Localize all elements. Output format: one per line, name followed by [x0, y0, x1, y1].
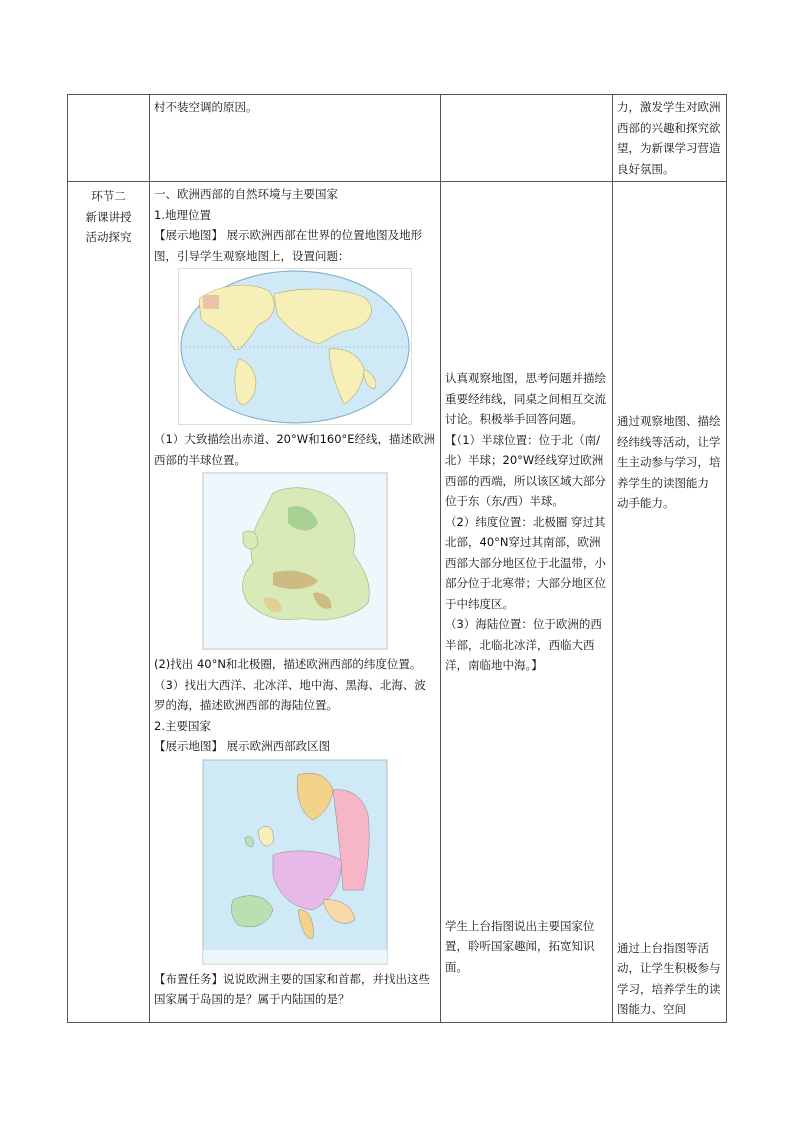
- spacer: [617, 184, 722, 411]
- stage-line: 环节二: [91, 189, 126, 203]
- subsection-title: 2.主要国家: [154, 718, 211, 733]
- design-intent-cell: [613, 182, 727, 1023]
- stage-cell-empty: [68, 95, 150, 182]
- student-activity-text: 【（1）半球位置：位于北（南/北）半球；20°W经线穿过欧洲西部的西端，所以该区域大部分位于东（东/西）半球。: [445, 432, 606, 508]
- content-text: 村不装空调的原因。: [154, 100, 258, 114]
- design-intent-text: 通过观察地图、描绘经纬线等活动，让学生主动参与学习，培养学生的读图能力 动手能力。: [617, 414, 721, 510]
- student-activity-text: 认真观察地图，思考问题并描绘重要经纬线，同桌之间相互交流讨论。积极举手回答问题。: [445, 371, 606, 426]
- stage-line: 新课讲授: [85, 209, 132, 224]
- spacer: [445, 184, 608, 368]
- show-map-instruction: 【展示地图】 展示欧洲西部在世界的位置地图及地形图，引导学生观察地图上，设置问题：: [154, 228, 423, 263]
- show-map-instruction: 【展示地图】 展示欧洲西部政区图: [154, 739, 331, 753]
- student-activity-text: 学生上台指图说出主要国家位置，聆听国家趣闻，拓宽知识面。: [445, 918, 595, 974]
- design-intent-text: 力，激发学生对欧洲西部的兴趣和探究欲望，为新课学习营造良好氛围。: [617, 100, 721, 176]
- spacer: [617, 514, 722, 938]
- question-3: （3）找出大西洋、北冰洋、地中海、黑海、北海、波罗的海，描述欧洲西部的海陆位置。: [154, 677, 426, 712]
- question-2: (2)找出 40°N和北极圈，描述欧洲西部的纬度位置。: [154, 657, 422, 671]
- content-cell: [150, 182, 441, 1023]
- question-1: （1）大致描绘出赤道、20°W和160°E经线，描述欧洲西部的半球位置。: [154, 432, 436, 467]
- lesson-plan-table: [67, 94, 727, 1023]
- design-intent-text: 通过上台指图等活动，让学生积极参与学习，培养学生的读图能力、空间: [617, 940, 721, 1016]
- student-activity-text: （3）海陆位置：位于欧洲的西半部，北临北冰洋，西临大西洋，南临地中海。】: [445, 617, 602, 672]
- spacer: [445, 676, 608, 916]
- design-intent-cell: [613, 95, 727, 182]
- table-row: [68, 182, 727, 1023]
- section-title: 一、欧洲西部的自然环境与主要国家: [154, 187, 338, 201]
- student-activity-text: （2）纬度位置：北极圈 穿过其北部，40°N穿过其南部，欧洲西部大部分地区位于北温带，小部分位于北寒带；大部分地区位于中纬度区。: [445, 514, 606, 611]
- world-map-image: [178, 268, 412, 425]
- assignment-task: 【布置任务】说说欧洲主要的国家和首都，并找出这些国家属于岛国的是？属于内陆国的是？: [154, 971, 430, 1006]
- stage-cell: [68, 182, 150, 1023]
- student-activity-cell: [441, 182, 613, 1023]
- content-cell: [150, 95, 441, 182]
- table-row: [68, 95, 727, 182]
- stage-line: 活动探究: [85, 230, 132, 244]
- europe-political-map-image: [202, 759, 388, 965]
- europe-terrain-map-image: [202, 472, 388, 650]
- student-activity-cell-empty: [441, 95, 613, 182]
- subsection-title: 1.地理位置: [154, 207, 211, 222]
